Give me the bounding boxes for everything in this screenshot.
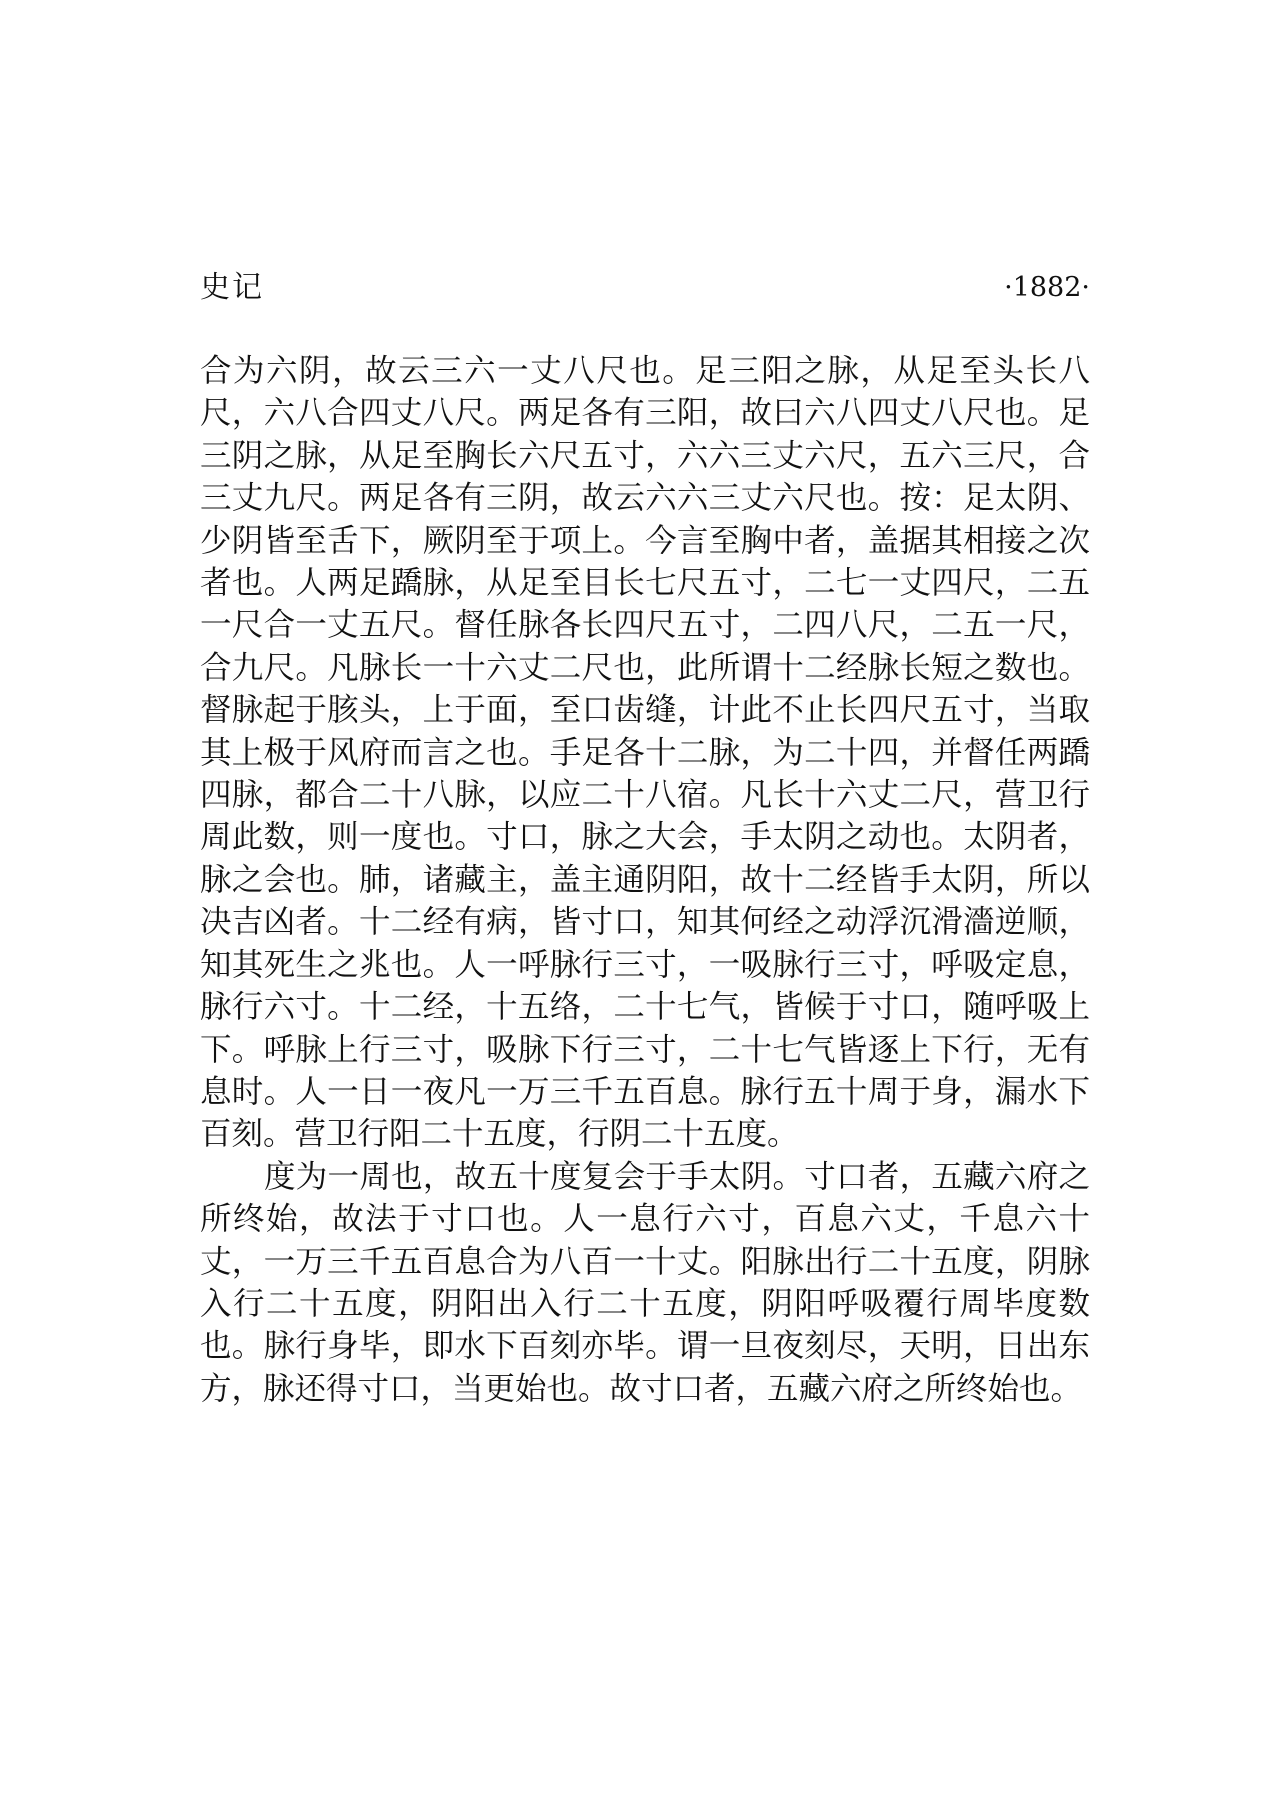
paragraph-2: 度为一周也，故五十度复会于手太阴。寸口者，五藏六府之所终始，故法于寸口也。人一息行六寸，百息六丈，千息六十丈，一万三千五百息合为八百一十丈。阳脉出行二十五度，阴脉入行二十五度，阴阳出入行二十五度，阴阳呼吸覆行周毕度数也。脉行身毕，即水下百刻亦毕。谓一旦夜刻尽，天明，日出东方，脉还得寸口，当更始也。故寸口者，五藏六府之所终始也。: [200, 1158, 1090, 1407]
body-text: [200, 350, 1090, 1410]
book-title: 史记: [200, 270, 264, 305]
paragraph-1: 合为六阴，故云三六一丈八尺也。足三阳之脉，从足至头长八尺，六八合四丈八尺。两足各有三阳，故曰六八四丈八尺也。足三阴之脉，从足至胸长六尺五寸，六六三丈六尺，五六三尺，合三丈九尺。两足各有三阴，故云六六三丈六尺也。按：足太阴、少阴皆至舌下，厥阴至于项上。今言至胸中者，盖据其相接之次者也。人两足蹻脉，从足至目长七尺五寸，二七一丈四尺，二五一尺合一丈五尺。督任脉各长四尺五寸，二四八尺，二五一尺，合九尺。凡脉长一十六丈二尺也，此所谓十二经脉长短之数也。督脉起于胲头，上于面，至口齿缝，计此不止长四尺五寸，当取其上极于风府而言之也。手足各十二脉，为二十四，并督任两蹻四脉，都合二十八脉，以应二十八宿。凡长十六丈二尺，营卫行周此数，则一度也。寸口，脉之大会，手太阴之动也。太阴者，脉之会也。肺，诸藏主，盖主通阴阳，故十二经皆手太阴，所以决吉凶者。十二经有病，皆寸口，知其何经之动浮沉滑濇逆顺，知其死生之兆也。人一呼脉行三寸，一吸脉行三寸，呼吸定息，脉行六寸。十二经，十五络，二十七气，皆候于寸口，随呼吸上下。呼脉上行三寸，吸脉下行三寸，二十七气皆逐上下行，无有息时。人一日一夜凡一万三千五百息。脉行五十周于身，漏水下百刻。营卫行阳二十五度，行阴二十五度。: [200, 353, 1090, 1153]
page-header: [200, 266, 1090, 310]
page-number: ·1882·: [1004, 272, 1090, 303]
